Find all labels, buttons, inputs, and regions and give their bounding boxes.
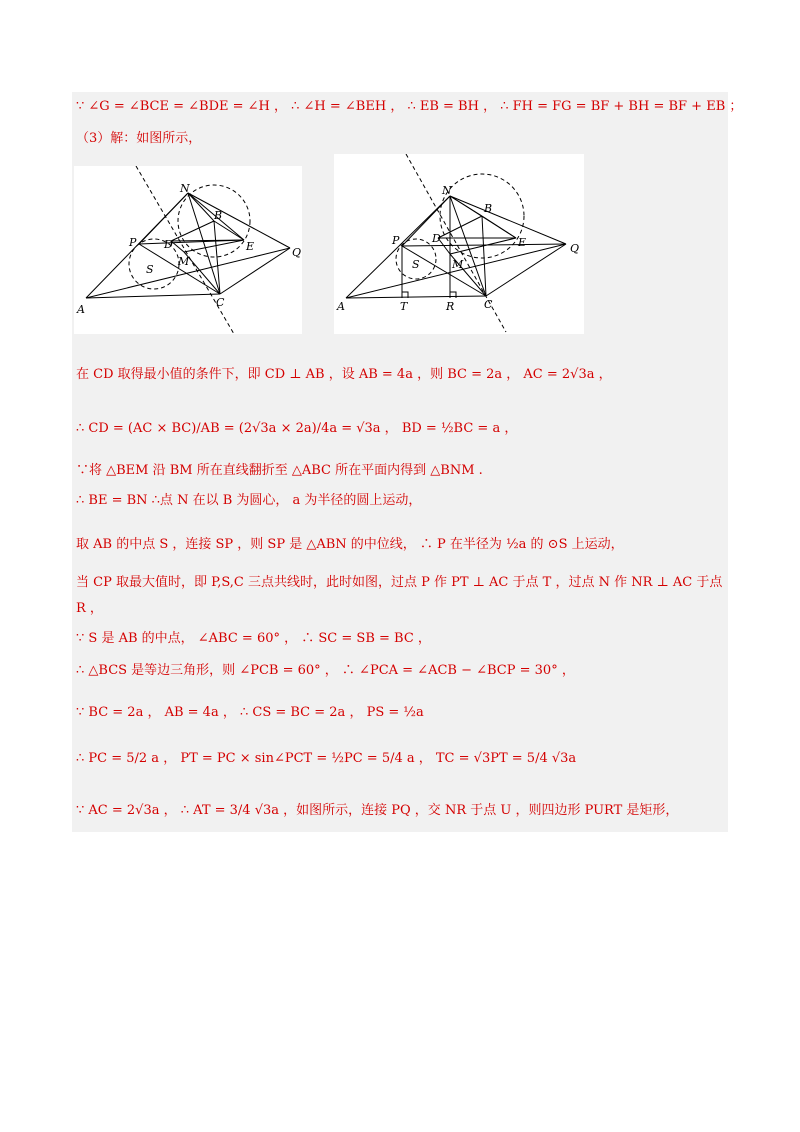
- label-N: N: [442, 184, 452, 197]
- label-M: M: [452, 258, 464, 271]
- text-line-4: ∴ CD = (AC × BC)/AB = (2√3a × 2a)/4a = √3a ， BD = ½BC = a ，: [76, 421, 518, 436]
- label-C: C: [484, 298, 493, 311]
- text-line-6: ∴ BE = BN ∴点 N 在以 B 为圆心， a 为半径的圆上运动，: [76, 493, 422, 508]
- label-E: E: [246, 240, 255, 253]
- label-M: M: [178, 255, 190, 268]
- text-line-13: ∴ PC = 5/2 a ， PT = PC × sin∠PCT = ½PC = 5/4 a ， TC = √3PT = 5/4 √3a: [76, 751, 577, 766]
- text-line-5: ∵将 △BEM 沿 BM 所在直线翻折至 △ABC 所在平面内得到 △BNM .: [76, 463, 483, 478]
- label-Q: Q: [570, 242, 580, 255]
- label-P: P: [392, 234, 400, 247]
- label-R: R: [446, 300, 455, 313]
- label-E: E: [518, 236, 527, 249]
- text-line-12: ∵ BC = 2a ， AB = 4a ， ∴ CS = BC = 2a ， PS = ½a: [76, 705, 424, 720]
- label-T: T: [400, 300, 408, 313]
- text-line-1: ∵ ∠G = ∠BCE = ∠BDE = ∠H ， ∴ ∠H = ∠BEH ， ∴ EB = BH ， ∴ FH = FG = BF + BH = BF + EB ；: [76, 99, 743, 114]
- text-line-11: ∴ △BCS 是等边三角形，则 ∠PCB = 60° ， ∴ ∠PCA = ∠ACB − ∠BCP = 30° ，: [76, 663, 575, 678]
- text-line-7: 取 AB 的中点 S ，连接 SP ，则 SP 是 △ABN 的中位线， ∴ P 在半径为 ½a 的 ⊙S 上运动，: [76, 537, 624, 552]
- label-C: C: [216, 296, 225, 309]
- figure-1: [74, 166, 302, 334]
- text-line-2: （3）解：如图所示，: [76, 131, 202, 146]
- label-P: P: [129, 236, 137, 249]
- label-A: A: [337, 300, 345, 313]
- text-line-14: ∵ AC = 2√3a ， ∴ AT = 3/4 √3a ，如图所示，连接 PQ ，交 NR 于点 U ，则四边形 PURT 是矩形，: [76, 803, 679, 818]
- label-S: S: [412, 258, 420, 271]
- text-line-8: 当 CP 取最大值时，即 P,S,C 三点共线时，此时如图，过点 P 作 PT ⊥ AC 于点 T ，过点 N 作 NR ⊥ AC 于点: [76, 575, 723, 590]
- geometry-figure-2: [334, 154, 584, 334]
- figure-2: [334, 154, 584, 334]
- label-Q: Q: [292, 246, 302, 259]
- label-S: S: [146, 263, 154, 276]
- label-A: A: [77, 303, 85, 316]
- label-D: D: [432, 232, 441, 245]
- label-D: D: [164, 238, 173, 251]
- geometry-figure-1: [74, 166, 302, 334]
- text-line-3: 在 CD 取得最小值的条件下，即 CD ⊥ AB ，设 AB = 4a ，则 BC = 2a ， AC = 2√3a ，: [76, 367, 612, 382]
- text-line-9: R ，: [76, 601, 103, 616]
- label-B: B: [214, 209, 223, 222]
- label-B: B: [484, 202, 493, 215]
- label-N: N: [180, 182, 190, 195]
- text-line-10: ∵ S 是 AB 的中点， ∠ABC = 60° ， ∴ SC = SB = BC ，: [76, 631, 431, 646]
